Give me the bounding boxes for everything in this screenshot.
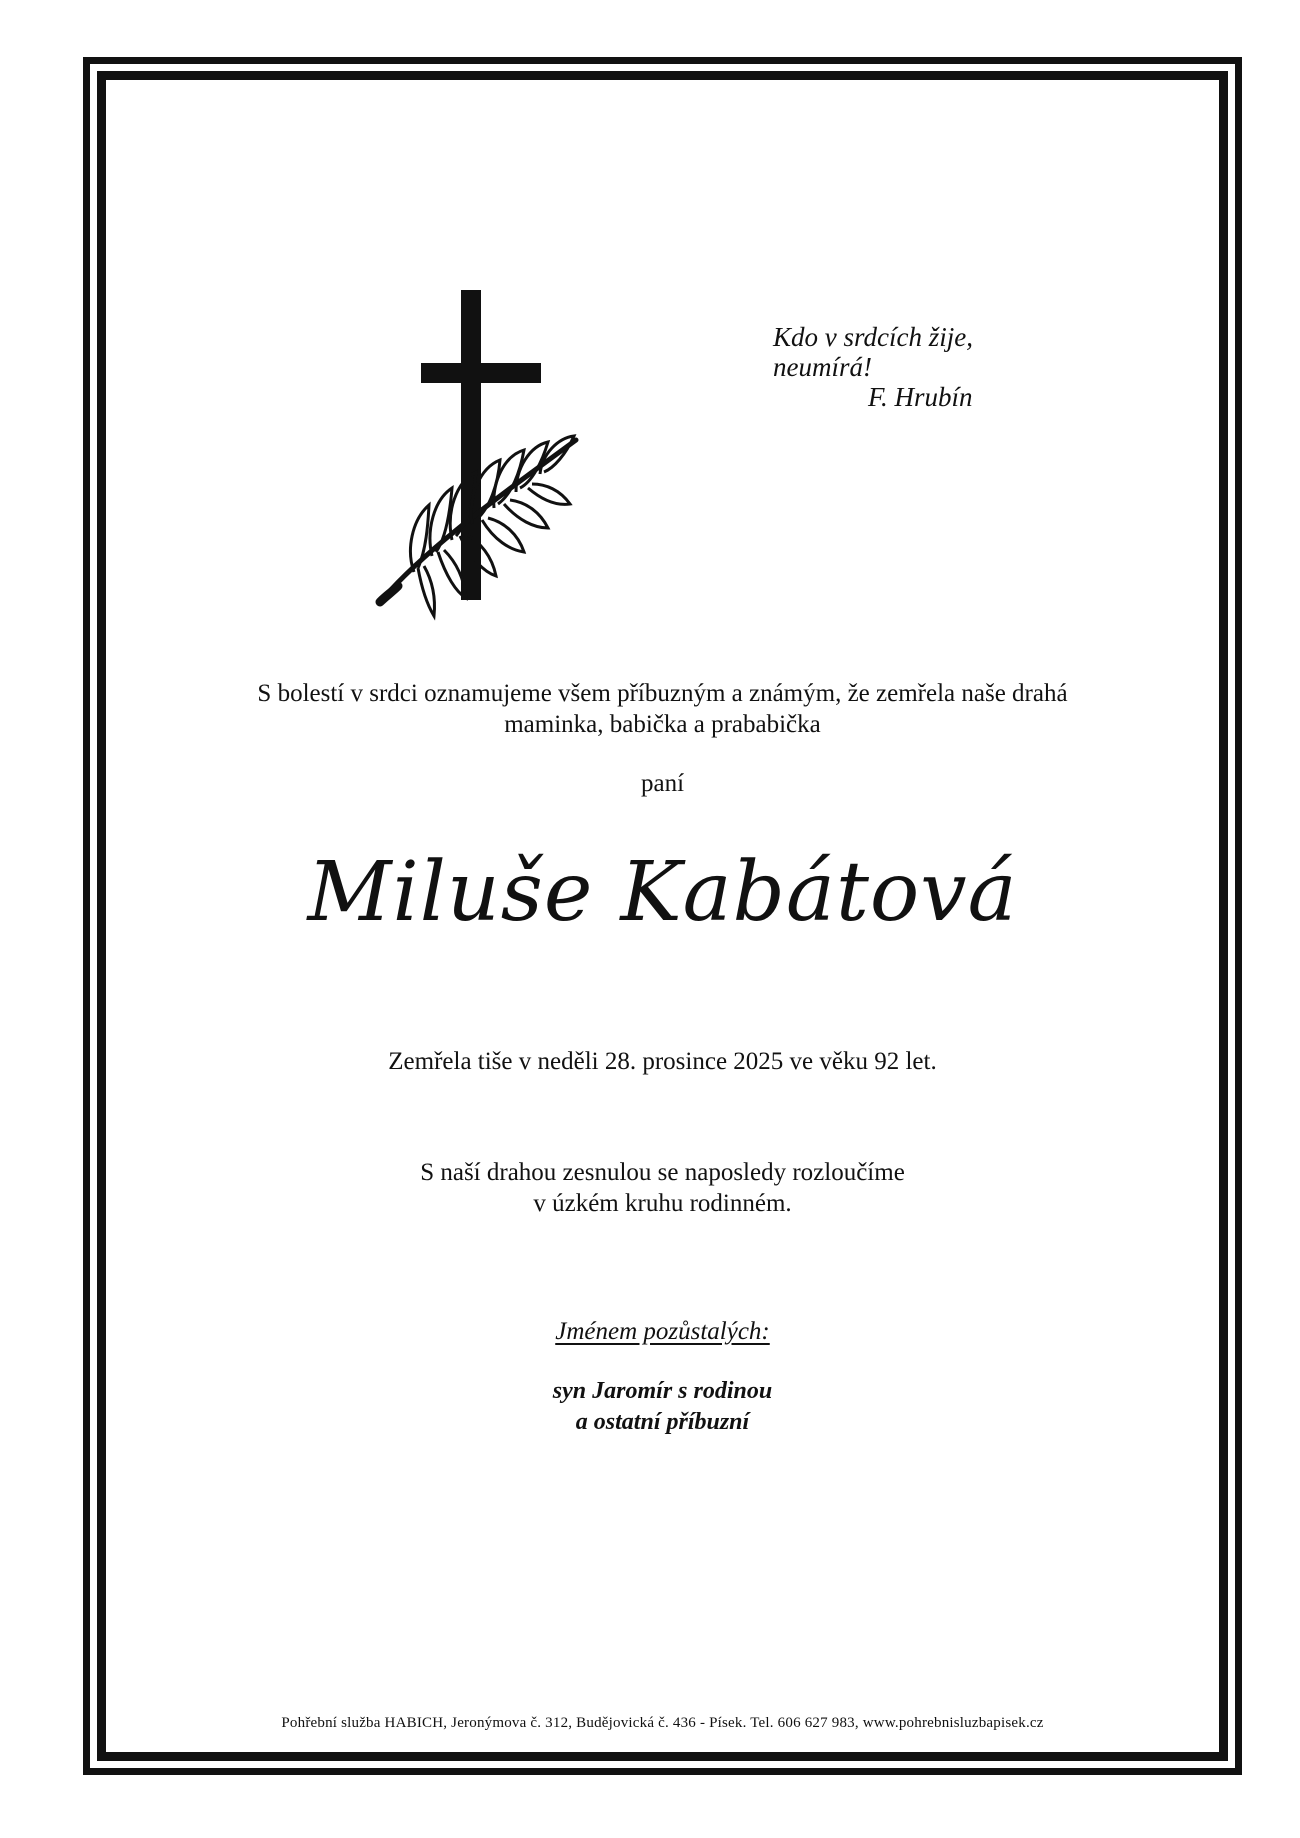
honorific: paní (640, 770, 685, 797)
obituary-notice (106, 80, 1219, 1752)
death-details: Zemřela tiše v neděli 28. prosince 2025 ve věku 92 let. (388, 1048, 937, 1075)
farewell-notice (106, 1157, 1219, 1219)
deceased-name: Miluše Kabátová (307, 845, 1018, 940)
announcement-intro (106, 678, 1219, 740)
quote-line-1: Kdo v srdcích žije, (773, 322, 973, 352)
announcement-line-2: maminka, babička a prababička (504, 711, 821, 738)
signature-label-text: Jménem pozůstalých: (555, 1318, 770, 1345)
funeral-service-footer: Pohřební služba HABICH, Jeronýmova č. 312, Budějovická č. 436 - Písek. Tel. 606 627 983, www.pohrebnisluzbapisek.cz (281, 1715, 1044, 1731)
farewell-line-1: S naší drahou zesnulou se naposledy rozloučíme (420, 1159, 905, 1186)
quote-author: F. Hrubín (868, 382, 973, 412)
signature-line-1: syn Jaromír s rodinou (552, 1378, 773, 1404)
cross-with-palm-branch-icon (334, 250, 594, 650)
signature-label (106, 1318, 1219, 1346)
farewell-line-2: v úzkém kruhu rodinném. (533, 1190, 792, 1217)
signature-line-2: a ostatní příbuzní (575, 1409, 750, 1435)
memorial-quote (773, 322, 973, 412)
signature-names (106, 1376, 1219, 1438)
quote-line-2: neumírá! (773, 352, 872, 382)
announcement-line-1: S bolestí v srdci oznamujeme všem příbuzným a známým, že zemřela naše drahá (257, 680, 1068, 707)
